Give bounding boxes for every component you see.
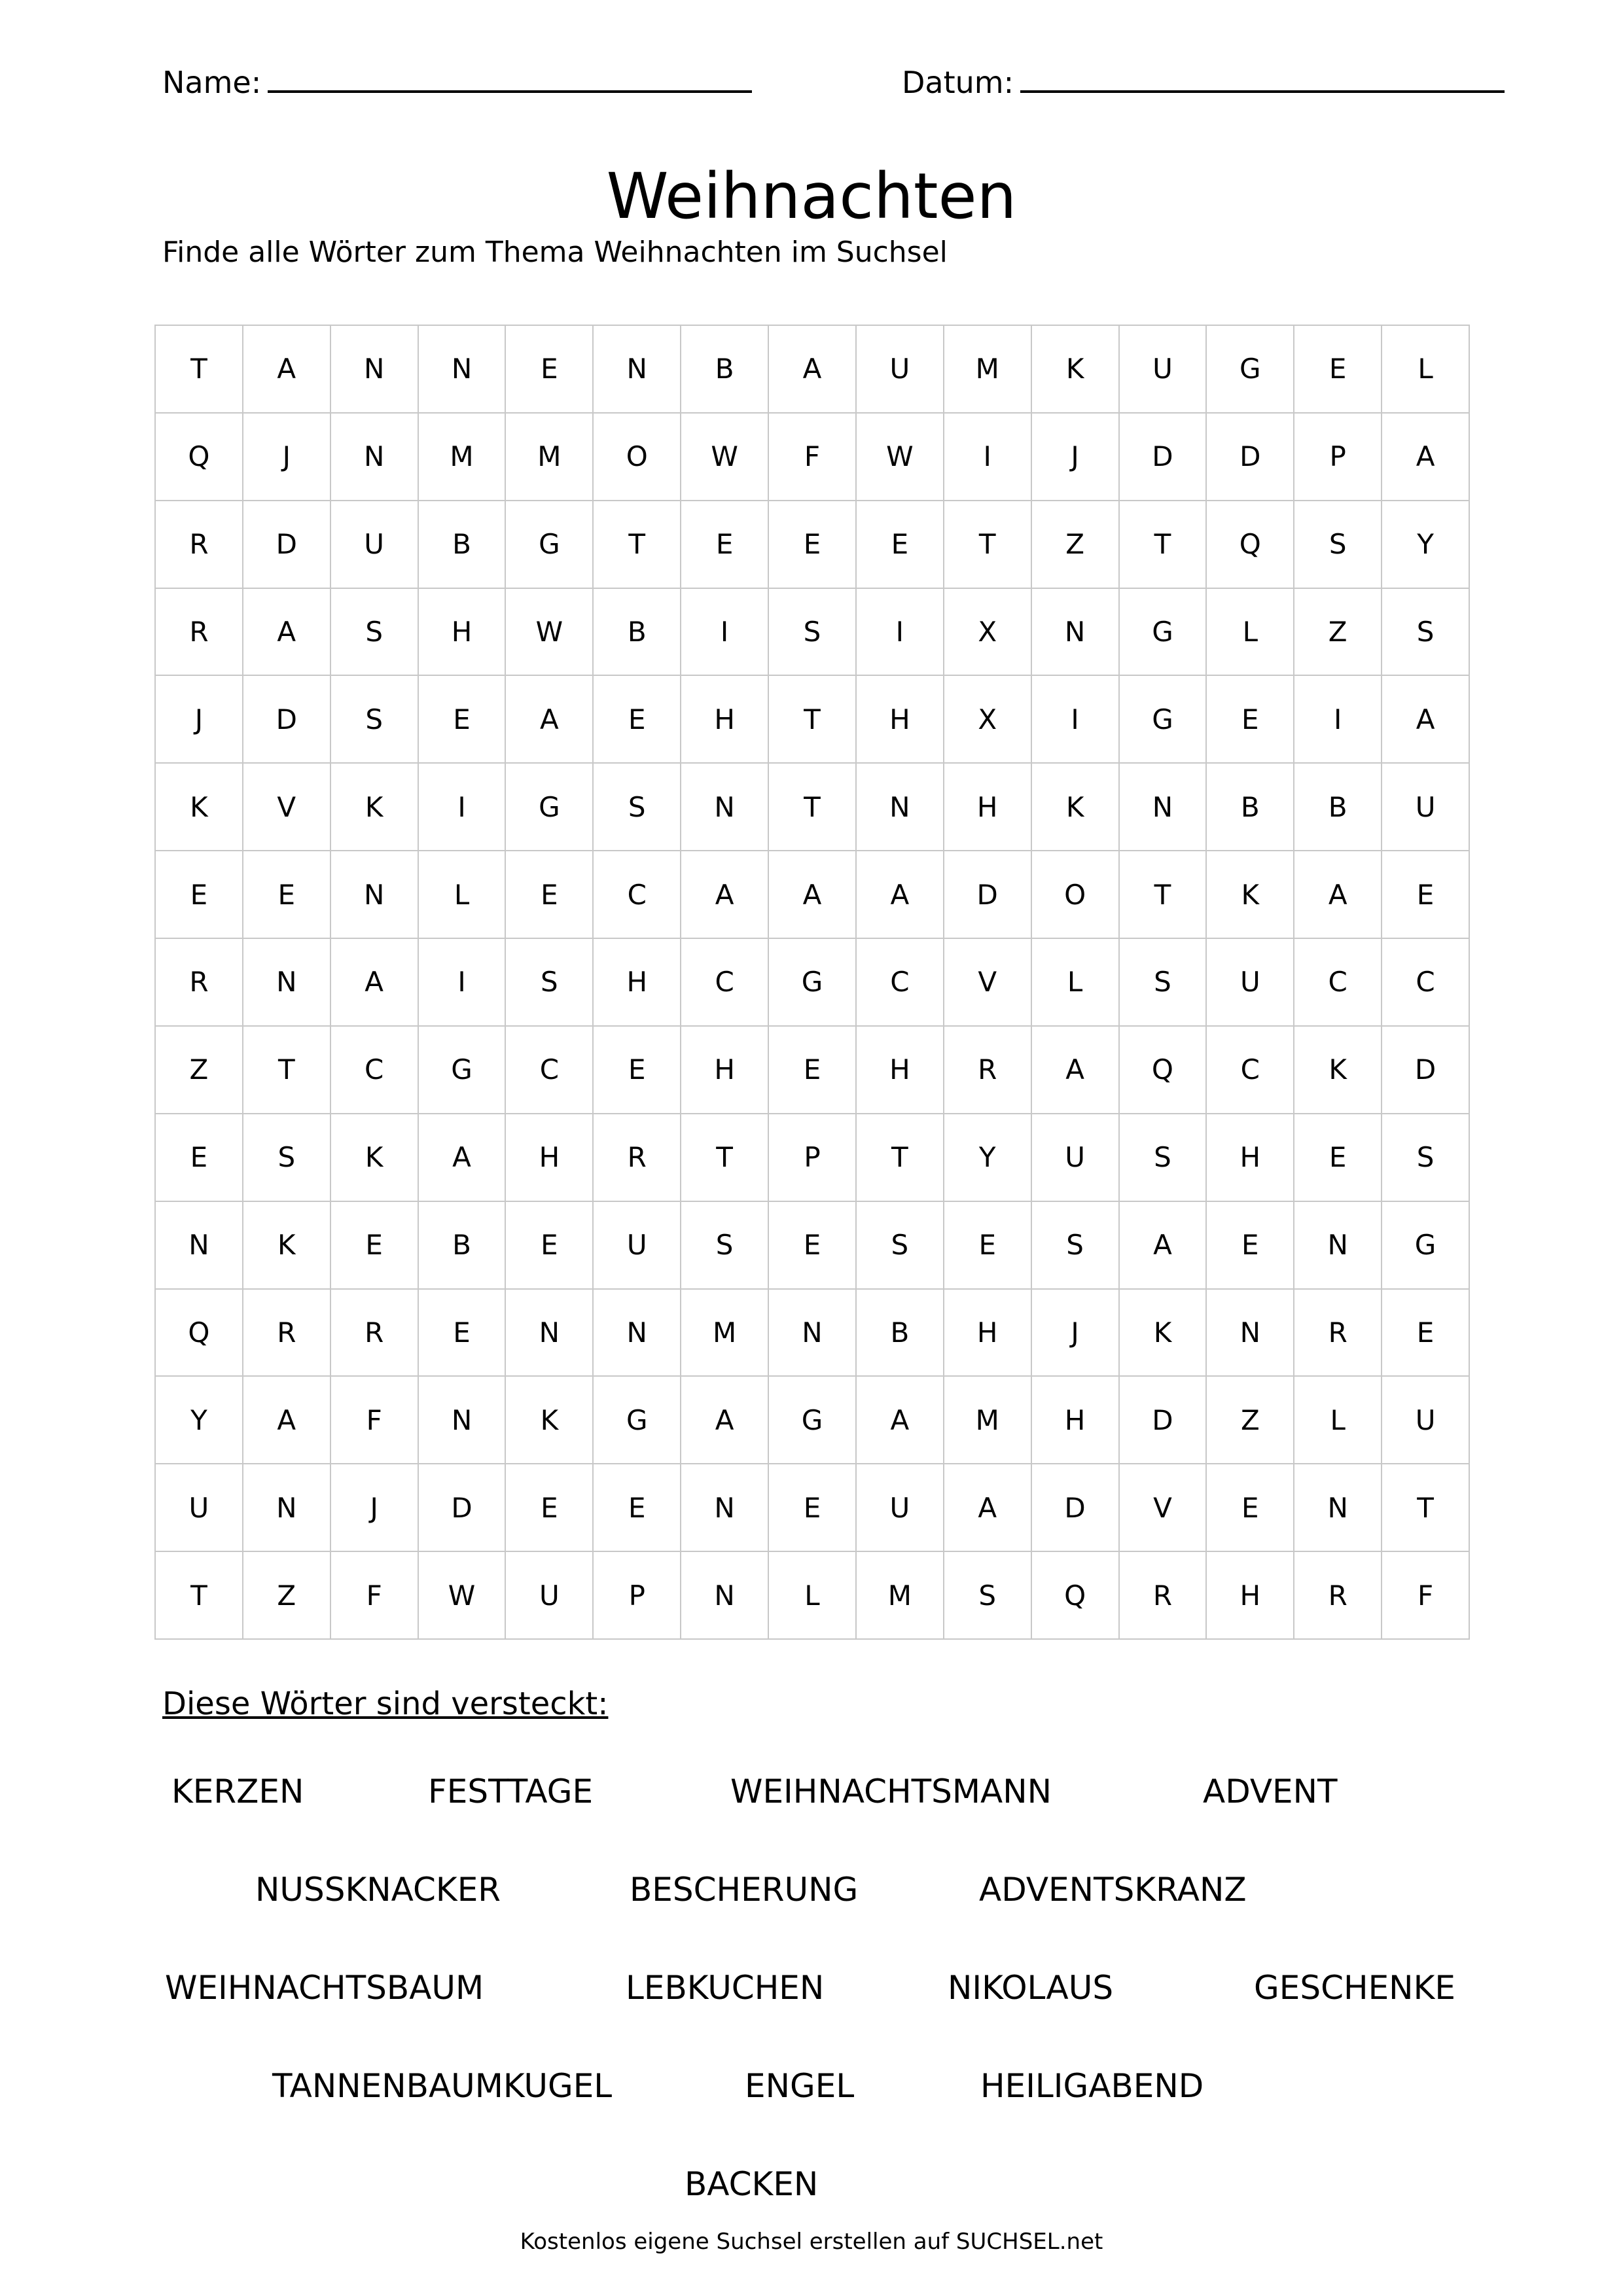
grid-cell[interactable]: E xyxy=(594,1464,681,1552)
grid-cell[interactable]: E xyxy=(594,1027,681,1114)
word-item: LEBKUCHEN xyxy=(626,1969,825,2007)
grid-cell[interactable]: N xyxy=(419,1377,507,1464)
grid-cell[interactable]: G xyxy=(419,1027,507,1114)
grid-cell[interactable]: A xyxy=(243,1377,331,1464)
grid-cell[interactable]: E xyxy=(156,1114,243,1202)
grid-cell[interactable]: E xyxy=(1207,676,1294,764)
grid-cell[interactable]: M xyxy=(506,414,594,501)
date-label: Datum: xyxy=(902,65,1014,100)
grid-cell[interactable]: J xyxy=(1032,1290,1120,1377)
grid-cell[interactable]: N xyxy=(1294,1464,1382,1552)
grid-cell[interactable]: B xyxy=(594,589,681,677)
grid-cell[interactable]: Y xyxy=(156,1377,243,1464)
grid-cell[interactable]: N xyxy=(1032,589,1120,677)
grid-cell[interactable]: S xyxy=(243,1114,331,1202)
grid-cell[interactable]: U xyxy=(1382,1377,1470,1464)
grid-cell[interactable]: E xyxy=(243,851,331,939)
grid-cell[interactable]: H xyxy=(1207,1552,1294,1640)
grid-cell[interactable]: P xyxy=(594,1552,681,1640)
grid-cell[interactable]: A xyxy=(769,851,857,939)
grid-cell[interactable]: E xyxy=(1382,851,1470,939)
word-item: BACKEN xyxy=(685,2165,819,2203)
grid-cell[interactable]: Q xyxy=(1032,1552,1120,1640)
grid-cell[interactable]: H xyxy=(681,1027,769,1114)
grid-cell[interactable]: E xyxy=(769,501,857,589)
grid-cell[interactable]: T xyxy=(594,501,681,589)
grid-cell[interactable]: U xyxy=(857,326,944,414)
grid-cell[interactable]: U xyxy=(1207,939,1294,1027)
grid-cell[interactable]: N xyxy=(594,1290,681,1377)
grid-cell[interactable]: X xyxy=(944,676,1032,764)
grid-cell[interactable]: S xyxy=(944,1552,1032,1640)
grid-cell[interactable]: I xyxy=(1294,676,1382,764)
grid-cell[interactable]: E xyxy=(769,1464,857,1552)
grid-cell[interactable]: A xyxy=(1120,1202,1207,1290)
grid-cell[interactable]: N xyxy=(681,764,769,851)
grid-cell[interactable]: S xyxy=(857,1202,944,1290)
grid-cell[interactable]: K xyxy=(1032,764,1120,851)
grid-cell[interactable]: H xyxy=(857,1027,944,1114)
name-field[interactable] xyxy=(162,63,752,102)
grid-cell[interactable]: C xyxy=(331,1027,419,1114)
grid-cell[interactable]: A xyxy=(681,1377,769,1464)
word-item: NUSSKNACKER xyxy=(255,1871,501,1909)
grid-cell[interactable]: E xyxy=(506,851,594,939)
word-item: TANNENBAUMKUGEL xyxy=(272,2067,613,2105)
grid-cell[interactable]: Q xyxy=(156,414,243,501)
grid-cell[interactable]: K xyxy=(1032,326,1120,414)
grid-cell[interactable]: G xyxy=(1207,326,1294,414)
grid-cell[interactable]: N xyxy=(506,1290,594,1377)
grid-cell[interactable]: U xyxy=(1032,1114,1120,1202)
grid-cell[interactable]: S xyxy=(681,1202,769,1290)
grid-cell[interactable]: Z xyxy=(243,1552,331,1640)
grid-cell[interactable]: N xyxy=(681,1552,769,1640)
grid-cell[interactable]: A xyxy=(944,1464,1032,1552)
grid-cell[interactable]: A xyxy=(1032,1027,1120,1114)
grid-cell[interactable]: Z xyxy=(1207,1377,1294,1464)
grid-cell[interactable]: A xyxy=(506,676,594,764)
grid-cell[interactable]: E xyxy=(594,676,681,764)
grid-cell[interactable]: N xyxy=(331,851,419,939)
grid-cell[interactable]: K xyxy=(1120,1290,1207,1377)
grid-cell[interactable]: O xyxy=(1032,851,1120,939)
grid-cell[interactable]: B xyxy=(681,326,769,414)
grid-cell[interactable]: S xyxy=(1120,939,1207,1027)
grid-cell[interactable]: D xyxy=(1120,414,1207,501)
grid-cell[interactable]: G xyxy=(506,501,594,589)
grid-cell[interactable]: Q xyxy=(1120,1027,1207,1114)
grid-cell[interactable]: V xyxy=(944,939,1032,1027)
word-item: GESCHENKE xyxy=(1254,1969,1455,2007)
grid-cell[interactable]: T xyxy=(681,1114,769,1202)
grid-cell[interactable]: A xyxy=(419,1114,507,1202)
grid-cell[interactable]: T xyxy=(1120,501,1207,589)
grid-cell[interactable]: I xyxy=(944,414,1032,501)
grid-cell[interactable]: R xyxy=(156,589,243,677)
grid-cell[interactable]: T xyxy=(156,1552,243,1640)
grid-cell[interactable]: L xyxy=(1207,589,1294,677)
word-item: NIKOLAUS xyxy=(948,1969,1114,2007)
grid-cell[interactable]: E xyxy=(1207,1202,1294,1290)
grid-cell[interactable]: M xyxy=(681,1290,769,1377)
grid-cell[interactable]: G xyxy=(1120,676,1207,764)
grid-cell[interactable]: L xyxy=(1294,1377,1382,1464)
grid-cell[interactable]: N xyxy=(857,764,944,851)
grid-cell[interactable]: D xyxy=(1382,1027,1470,1114)
grid-cell[interactable]: T xyxy=(243,1027,331,1114)
grid-cell[interactable]: S xyxy=(1382,1114,1470,1202)
grid-cell[interactable]: E xyxy=(506,1202,594,1290)
grid-cell[interactable]: S xyxy=(331,676,419,764)
grid-cell[interactable]: C xyxy=(1294,939,1382,1027)
grid-cell[interactable]: J xyxy=(243,414,331,501)
grid-cell[interactable]: M xyxy=(944,326,1032,414)
grid-cell[interactable]: D xyxy=(243,501,331,589)
grid-cell[interactable]: Z xyxy=(1032,501,1120,589)
grid-cell[interactable]: G xyxy=(594,1377,681,1464)
grid-cell[interactable]: N xyxy=(419,326,507,414)
grid-cell[interactable]: D xyxy=(1207,414,1294,501)
grid-cell[interactable]: H xyxy=(506,1114,594,1202)
grid-cell[interactable]: J xyxy=(1032,414,1120,501)
grid-cell[interactable]: E xyxy=(419,1290,507,1377)
word-item: WEIHNACHTSMANN xyxy=(730,1773,1052,1810)
grid-cell[interactable]: R xyxy=(156,939,243,1027)
grid-cell[interactable]: E xyxy=(506,1464,594,1552)
grid-cell[interactable]: E xyxy=(681,501,769,589)
grid-cell[interactable]: C xyxy=(594,851,681,939)
grid-cell[interactable]: B xyxy=(419,1202,507,1290)
grid-cell[interactable]: G xyxy=(1120,589,1207,677)
word-item: WEIHNACHTSBAUM xyxy=(165,1969,484,2007)
grid-cell[interactable]: N xyxy=(1120,764,1207,851)
grid-cell[interactable]: G xyxy=(506,764,594,851)
grid-cell[interactable]: H xyxy=(944,764,1032,851)
grid-cell[interactable]: I xyxy=(857,589,944,677)
grid-cell[interactable]: G xyxy=(769,939,857,1027)
grid-cell[interactable]: R xyxy=(156,501,243,589)
grid-cell[interactable]: B xyxy=(1207,764,1294,851)
grid-cell[interactable]: L xyxy=(1032,939,1120,1027)
grid-cell[interactable]: U xyxy=(1382,764,1470,851)
page-title: Weihnachten xyxy=(606,160,1017,233)
grid-cell[interactable]: S xyxy=(506,939,594,1027)
grid-cell[interactable]: T xyxy=(944,501,1032,589)
grid-cell[interactable]: W xyxy=(857,414,944,501)
grid-cell[interactable]: A xyxy=(1294,851,1382,939)
grid-cell[interactable]: R xyxy=(1294,1552,1382,1640)
word-item: ADVENTSKRANZ xyxy=(979,1871,1247,1909)
grid-cell[interactable]: X xyxy=(944,589,1032,677)
grid-cell[interactable]: G xyxy=(769,1377,857,1464)
grid-cell[interactable]: L xyxy=(419,851,507,939)
grid-cell[interactable]: D xyxy=(944,851,1032,939)
grid-cell[interactable]: A xyxy=(1382,676,1470,764)
grid-cell[interactable]: N xyxy=(769,1290,857,1377)
grid-cell[interactable]: A xyxy=(243,589,331,677)
date-field[interactable] xyxy=(902,63,1505,102)
grid-cell[interactable]: T xyxy=(769,764,857,851)
grid-cell[interactable]: Z xyxy=(1294,589,1382,677)
grid-cell[interactable]: E xyxy=(419,676,507,764)
grid-cell[interactable]: U xyxy=(156,1464,243,1552)
grid-cell[interactable]: A xyxy=(243,326,331,414)
grid-cell[interactable]: P xyxy=(1294,414,1382,501)
grid-cell[interactable]: C xyxy=(1207,1027,1294,1114)
name-line[interactable] xyxy=(268,64,752,93)
grid-cell[interactable]: S xyxy=(1120,1114,1207,1202)
grid-cell[interactable]: C xyxy=(506,1027,594,1114)
grid-cell[interactable]: U xyxy=(594,1202,681,1290)
grid-cell[interactable]: W xyxy=(681,414,769,501)
grid-cell[interactable]: U xyxy=(857,1464,944,1552)
grid-cell[interactable]: A xyxy=(681,851,769,939)
footer-credit: Kostenlos eigene Suchsel erstellen auf SUCHSEL.net xyxy=(520,2229,1103,2255)
word-item: ENGEL xyxy=(745,2067,855,2105)
grid-cell[interactable]: S xyxy=(594,764,681,851)
grid-cell[interactable]: R xyxy=(1120,1552,1207,1640)
grid-cell[interactable]: Y xyxy=(1382,501,1470,589)
grid-cell[interactable]: J xyxy=(331,1464,419,1552)
word-item: BESCHERUNG xyxy=(630,1871,859,1909)
grid-cell[interactable]: I xyxy=(419,939,507,1027)
grid-cell[interactable]: I xyxy=(681,589,769,677)
grid-cell[interactable]: E xyxy=(944,1202,1032,1290)
grid-cell[interactable]: A xyxy=(1382,414,1470,501)
grid-cell[interactable]: H xyxy=(1207,1114,1294,1202)
grid-cell[interactable]: N xyxy=(331,414,419,501)
grid-cell[interactable]: M xyxy=(944,1377,1032,1464)
grid-cell[interactable]: T xyxy=(857,1114,944,1202)
grid-cell[interactable]: T xyxy=(1382,1464,1470,1552)
grid-cell[interactable]: S xyxy=(1032,1202,1120,1290)
grid-cell[interactable]: U xyxy=(1120,326,1207,414)
grid-cell[interactable]: D xyxy=(419,1464,507,1552)
grid-cell[interactable]: F xyxy=(331,1377,419,1464)
name-label: Name: xyxy=(162,65,262,100)
grid-cell[interactable]: H xyxy=(944,1290,1032,1377)
grid-cell[interactable]: E xyxy=(1294,1114,1382,1202)
grid-cell[interactable]: B xyxy=(1294,764,1382,851)
grid-cell[interactable]: K xyxy=(156,764,243,851)
grid-cell[interactable]: N xyxy=(243,939,331,1027)
grid-cell[interactable]: N xyxy=(156,1202,243,1290)
grid-cell[interactable]: A xyxy=(857,851,944,939)
grid-cell[interactable]: C xyxy=(1382,939,1470,1027)
grid-cell[interactable]: U xyxy=(331,501,419,589)
instructions: Finde alle Wörter zum Thema Weihnachten im Suchsel xyxy=(162,236,948,269)
grid-cell[interactable]: S xyxy=(331,589,419,677)
grid-cell[interactable]: R xyxy=(331,1290,419,1377)
grid-cell[interactable]: E xyxy=(769,1202,857,1290)
grid-cell[interactable]: R xyxy=(243,1290,331,1377)
grid-cell[interactable]: J xyxy=(156,676,243,764)
grid-cell[interactable]: N xyxy=(1294,1202,1382,1290)
grid-cell[interactable]: E xyxy=(506,326,594,414)
grid-cell[interactable]: Y xyxy=(944,1114,1032,1202)
grid-cell[interactable]: K xyxy=(1207,851,1294,939)
grid-cell[interactable]: L xyxy=(769,1552,857,1640)
grid-cell[interactable]: K xyxy=(506,1377,594,1464)
grid-cell[interactable]: R xyxy=(944,1027,1032,1114)
grid-cell[interactable]: C xyxy=(681,939,769,1027)
grid-cell[interactable]: O xyxy=(594,414,681,501)
grid-cell[interactable]: K xyxy=(331,764,419,851)
grid-cell[interactable]: N xyxy=(1207,1290,1294,1377)
grid-cell[interactable]: F xyxy=(769,414,857,501)
word-item: KERZEN xyxy=(171,1773,304,1810)
grid-cell[interactable]: C xyxy=(857,939,944,1027)
grid-cell[interactable]: N xyxy=(594,326,681,414)
word-item: HEILIGABEND xyxy=(980,2067,1204,2105)
grid-cell[interactable]: H xyxy=(681,676,769,764)
grid-cell[interactable]: N xyxy=(331,326,419,414)
grid-cell[interactable]: W xyxy=(506,589,594,677)
grid-cell[interactable]: F xyxy=(1382,1552,1470,1640)
grid-cell[interactable]: M xyxy=(857,1552,944,1640)
grid-cell[interactable]: E xyxy=(769,1027,857,1114)
grid-cell[interactable]: A xyxy=(769,326,857,414)
grid-cell[interactable]: N xyxy=(681,1464,769,1552)
grid-cell[interactable]: D xyxy=(1032,1464,1120,1552)
grid-cell[interactable]: E xyxy=(857,501,944,589)
grid-cell[interactable]: S xyxy=(1294,501,1382,589)
grid-cell[interactable]: S xyxy=(769,589,857,677)
grid-cell[interactable]: H xyxy=(1032,1377,1120,1464)
grid-cell[interactable]: E xyxy=(331,1202,419,1290)
grid-cell[interactable]: L xyxy=(1382,326,1470,414)
grid-cell[interactable]: S xyxy=(1382,589,1470,677)
grid-cell[interactable]: H xyxy=(419,589,507,677)
grid-cell[interactable]: Z xyxy=(156,1027,243,1114)
grid-cell[interactable]: H xyxy=(594,939,681,1027)
grid-cell[interactable]: R xyxy=(1294,1290,1382,1377)
grid-cell[interactable]: A xyxy=(331,939,419,1027)
grid-cell[interactable]: K xyxy=(1294,1027,1382,1114)
grid-cell[interactable]: E xyxy=(1294,326,1382,414)
grid-cell[interactable]: F xyxy=(331,1552,419,1640)
grid-cell[interactable]: E xyxy=(156,851,243,939)
grid-cell[interactable]: V xyxy=(1120,1464,1207,1552)
grid-cell[interactable]: W xyxy=(419,1552,507,1640)
grid-cell[interactable]: N xyxy=(243,1464,331,1552)
grid-cell[interactable]: V xyxy=(243,764,331,851)
grid-cell[interactable]: K xyxy=(243,1202,331,1290)
grid-cell[interactable]: E xyxy=(1382,1290,1470,1377)
grid-cell[interactable]: I xyxy=(419,764,507,851)
grid-cell[interactable]: U xyxy=(506,1552,594,1640)
grid-cell[interactable]: Q xyxy=(156,1290,243,1377)
grid-cell[interactable]: T xyxy=(156,326,243,414)
grid-cell[interactable]: T xyxy=(769,676,857,764)
grid-cell[interactable]: R xyxy=(594,1114,681,1202)
grid-cell[interactable]: E xyxy=(1207,1464,1294,1552)
grid-cell[interactable]: G xyxy=(1382,1202,1470,1290)
date-line[interactable] xyxy=(1020,64,1505,93)
grid-cell[interactable]: P xyxy=(769,1114,857,1202)
grid-cell[interactable]: D xyxy=(243,676,331,764)
grid-cell[interactable]: B xyxy=(419,501,507,589)
grid-cell[interactable]: H xyxy=(857,676,944,764)
grid-cell[interactable]: M xyxy=(419,414,507,501)
grid-cell[interactable]: Q xyxy=(1207,501,1294,589)
grid-cell[interactable]: K xyxy=(331,1114,419,1202)
word-item: FESTTAGE xyxy=(428,1773,594,1810)
word-search-grid xyxy=(154,325,1470,1640)
words-heading: Diese Wörter sind versteckt: xyxy=(162,1686,609,1722)
grid-cell[interactable]: B xyxy=(857,1290,944,1377)
grid-cell[interactable]: T xyxy=(1120,851,1207,939)
grid-cell[interactable]: I xyxy=(1032,676,1120,764)
grid-cell[interactable]: D xyxy=(1120,1377,1207,1464)
grid-cell[interactable]: A xyxy=(857,1377,944,1464)
word-item: ADVENT xyxy=(1203,1773,1338,1810)
